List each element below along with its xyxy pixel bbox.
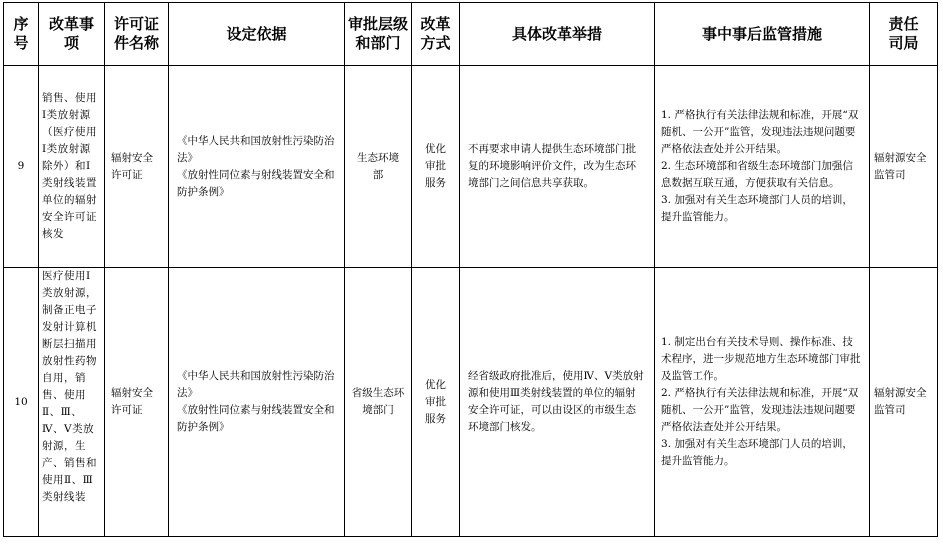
row-method: 优化审批服务 <box>412 268 460 537</box>
row-level: 省级生态环境部门 <box>345 268 412 537</box>
row-basis <box>169 66 345 268</box>
basis-regulation: 《放射性同位素与射线装置安全和防护条例》 <box>177 404 335 433</box>
basis-law: 《中华人民共和国放射性污染防治法》 <box>177 134 335 164</box>
row-seq: 10 <box>4 268 39 537</box>
row-measures: 不再要求申请人提供生态环境部门批复的环境影响评价文件，改为生态环境部门之间信息共享获取。 <box>460 66 655 268</box>
table-row <box>4 268 938 537</box>
row-item: 医疗使用Ⅰ类放射源，制备正电子发射计算机断层扫描用放射性药物自用，销售、使用Ⅱ、Ⅲ、Ⅳ、Ⅴ类放射源，生产、销售和使用Ⅱ、Ⅲ类射线装 <box>39 268 105 537</box>
table-row <box>4 66 938 268</box>
header-item: 改革事项 <box>39 3 105 66</box>
row-method: 优化审批服务 <box>412 66 460 268</box>
row-measures: 经省级政府批准后，使用Ⅳ、Ⅴ类放射源和使用Ⅲ类射线装置的单位的辐射安全许可证，可以由设区的市级生态环境部门核发。 <box>460 268 655 537</box>
header-method: 改革方式 <box>412 3 460 66</box>
header-row <box>4 3 938 66</box>
row-license: 辐射安全许可证 <box>105 268 169 537</box>
supervision-point: 2. 生态环境部和省级生态环境部门加强信息数据互联互通，方便获取有关信息。 <box>661 160 853 189</box>
supervision-point: 1. 严格执行有关法律法规和标准，开展“双随机、一公开”监管，发现违法违规问题要严格依法查处并公开结果。 <box>661 109 859 155</box>
row-dept: 辐射源安全监管司 <box>870 268 938 537</box>
basis-regulation: 《放射性同位素与射线装置安全和防护条例》 <box>177 168 335 198</box>
policy-table-container <box>3 2 938 537</box>
header-supervision: 事中事后监管措施 <box>655 3 870 66</box>
header-level: 审批层级和部门 <box>345 3 412 66</box>
row-seq: 9 <box>4 66 39 268</box>
row-license: 辐射安全许可证 <box>105 66 169 268</box>
header-basis: 设定依据 <box>169 3 345 66</box>
row-dept: 辐射源安全监管司 <box>870 66 938 268</box>
row-item: 销售、使用Ⅰ类放射源（医疗使用Ⅰ类放射源除外）和Ⅰ类射线装置单位的辐射安全许可证核发 <box>39 66 105 268</box>
supervision-point: 2. 严格执行有关法律法规和标准，开展“双随机、一公开”监管，发现违法违规问题要严格依法查处并公开结果。 <box>661 387 859 433</box>
supervision-point: 1. 制定出台有关技术导则、操作标准、技术程序，进一步规范地方生态环境部门审批及监管工作。 <box>661 336 861 382</box>
supervision-point: 3. 加强对有关生态环境部门人员的培训，提升监管能力。 <box>661 438 853 467</box>
row-supervision <box>655 268 870 537</box>
reform-table <box>3 2 938 537</box>
header-license: 许可证件名称 <box>105 3 169 66</box>
basis-law: 《中华人民共和国放射性污染防治法》 <box>177 370 335 399</box>
row-level: 生态环境部 <box>345 66 412 268</box>
row-basis <box>169 268 345 537</box>
header-seq: 序号 <box>4 3 39 66</box>
row-supervision <box>655 66 870 268</box>
supervision-point: 3. 加强对有关生态环境部门人员的培训，提升监管能力。 <box>661 194 853 223</box>
header-dept: 责任司局 <box>870 3 938 66</box>
header-measures: 具体改革举措 <box>460 3 655 66</box>
